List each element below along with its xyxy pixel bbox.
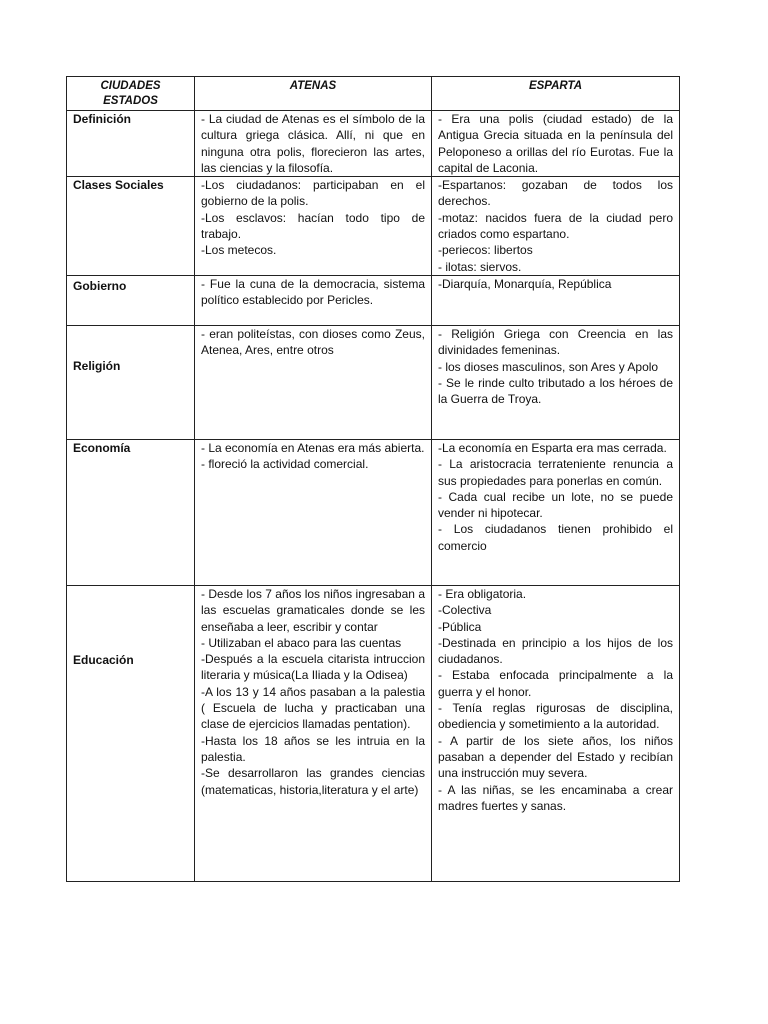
row-label-economia: Economía [67,439,195,585]
text-line: - Cada cual recibe un lote, no se puede vender ni hipotecar. [438,489,673,521]
text-line: - Tenía reglas rigurosas de disciplina, obediencia y sometimiento a la autoridad. [438,701,673,732]
header-esparta: ESPARTA [432,77,680,111]
row-educacion [67,585,680,881]
text-line: - La aristocracia terrateniente renuncia a sus propiedades para ponerlas en común. [438,457,673,488]
atenas-definicion [195,111,432,177]
row-clases-sociales [67,177,680,276]
row-gobierno [67,275,680,325]
text-line: - Se le rinde culto tributado a los héroes de la Guerra de Troya. [438,375,673,407]
text-line: - Estaba enfocada principalmente a la guerra y el honor. [438,668,673,699]
text-line: - Los ciudadanos tienen prohibido el comercio [438,522,673,553]
text-line: - ilotas: siervos. [438,259,522,274]
text-line: -Destinada en principio a los hijos de los ciudadanos. [438,635,673,667]
text-line: -La economía en Esparta era mas cerrada. [438,440,667,455]
text-line: -Después a la escuela citarista intruccion literaria y música(La Iliada y la Odisea) [201,652,425,683]
atenas-economia [195,439,432,585]
row-label-gobierno: Gobierno [67,275,195,325]
text-line: -Hasta los 18 años se les intruia en la palestia. [201,733,425,764]
esparta-definicion [432,111,680,177]
text-line: - Desde los 7 años los niños ingresaban a las escuelas gramaticales donde se les enseñaba a leer, escribir y contar [201,586,425,634]
text-line: -A los 13 y 14 años pasaban a la palestia ( Escuela de lucha y practicaban una clase de ejercicios llamadas pentation). [201,684,425,732]
header-city-states: CIUDADES ESTADOS [67,77,195,111]
atenas-religion [195,325,432,439]
text-line: - Era una polis (ciudad estado) de la Antigua Grecia situada en la península del Peloponeso a orillas del río Eurotas. Fue la capital de Laconia. [438,112,673,175]
row-religion [67,325,680,439]
comparison-table [66,76,680,882]
text-line: -Se desarrollaron las grandes ciencias (matematicas, historia,literatura y el arte) [201,766,425,797]
text-line: - A las niñas, se les encaminaba a crear madres fuertes y sanas. [438,782,673,813]
text-line: -Los metecos. [201,243,277,258]
text-line: -periecos: libertos [438,243,533,258]
text-line: - Religión Griega con Creencia en las divinidades femeninas. [438,326,673,358]
row-label-definicion: Definición [67,111,195,177]
text-line: - floreció la actividad comercial. [201,457,369,472]
text-line: - La economía en Atenas era más abierta. [201,440,425,455]
row-definicion [67,111,680,177]
text-line: - Utilizaban el abaco para las cuentas [201,635,402,650]
text-line: - eran politeístas, con dioses como Zeus, Atenea, Ares, entre otros [201,326,425,358]
esparta-clases-sociales [432,177,680,276]
row-economia [67,439,680,585]
row-label-clases-sociales: Clases Sociales [67,177,195,276]
text-line: - La ciudad de Atenas es el símbolo de la cultura griega clásica. Allí, ni que en ninguna otra polis, florecieron las artes, las ciencias y la filosofía. [201,112,425,175]
atenas-educacion [195,585,432,881]
text-line: -Pública [438,619,482,634]
atenas-clases-sociales [195,177,432,276]
text-line: -Los ciudadanos: participaban en el gobierno de la polis. [201,178,425,209]
atenas-gobierno [195,275,432,325]
text-line: - Era obligatoria. [438,586,527,601]
text-line: - los dioses masculinos, son Ares y Apolo [438,359,659,374]
esparta-gobierno [432,275,680,325]
text-line: - A partir de los siete años, los niños pasaban a depender del Estado y recibían una instrucción muy severa. [438,733,673,781]
esparta-economia [432,439,680,585]
header-atenas: ATENAS [195,77,432,111]
esparta-educacion [432,585,680,881]
header-row [67,77,680,111]
row-label-educacion: Educación [67,585,195,881]
text-line: -Los esclavos: hacían todo tipo de trabajo. [201,210,425,242]
text-line: -motaz: nacidos fuera de la ciudad pero criados como espartano. [438,210,673,242]
esparta-religion [432,325,680,439]
text-line: -Espartanos: gozaban de todos los derechos. [438,178,673,209]
row-label-religion: Religión [67,325,195,439]
text-line: - Fue la cuna de la democracia, sistema político establecido por Pericles. [201,276,425,308]
text-line: -Colectiva [438,603,492,618]
text-line: -Diarquía, Monarquía, República [438,276,612,291]
